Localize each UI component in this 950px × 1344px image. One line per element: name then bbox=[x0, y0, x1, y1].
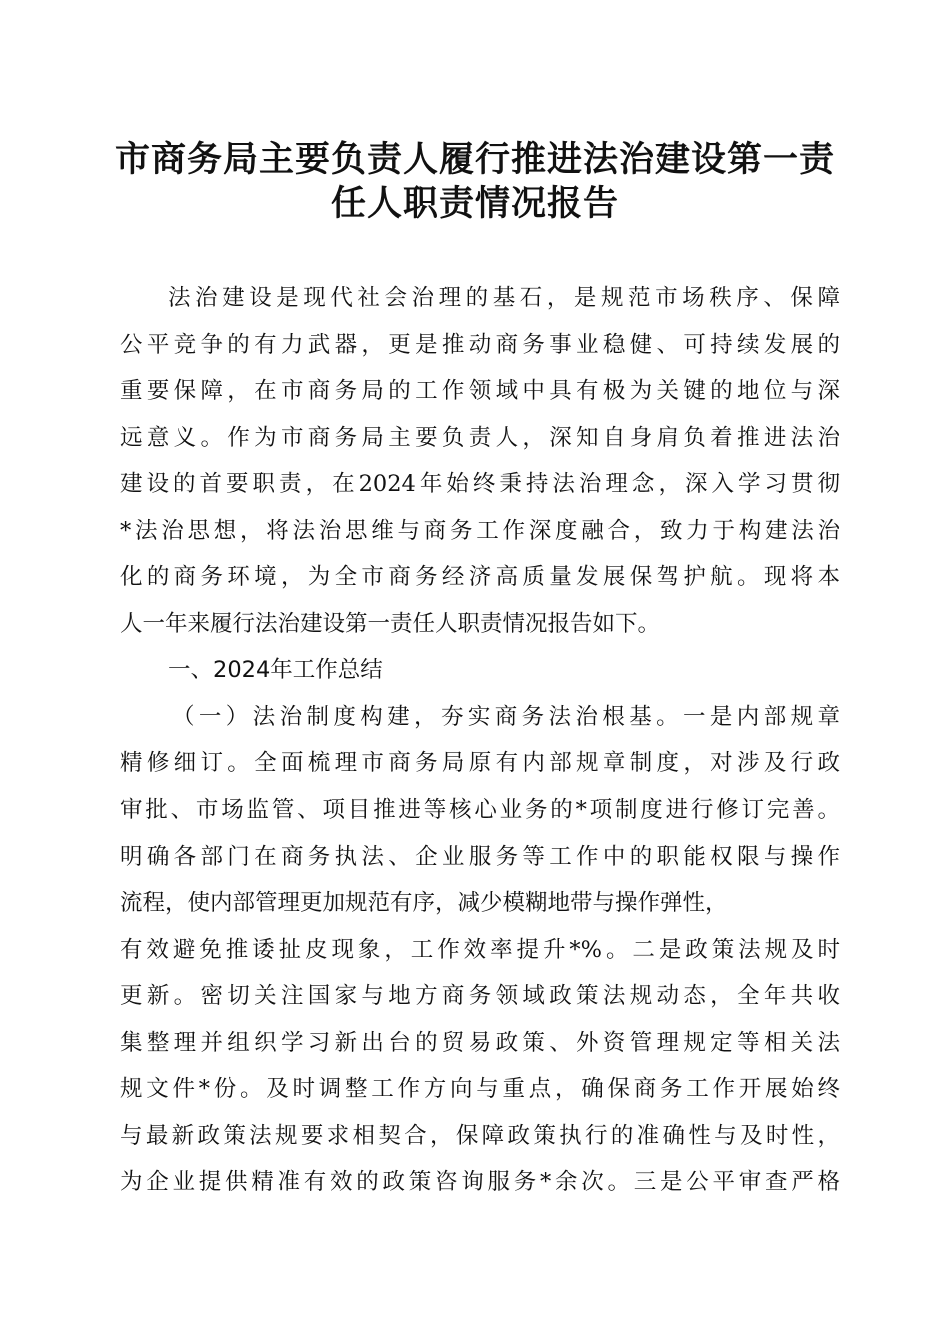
title-line: 市商务局主要负责人履行推进法治建设第一责 bbox=[114, 139, 835, 180]
text-line: 法治建设是现代社会治理的基石，是规范市场秩序、保障 bbox=[168, 285, 840, 311]
section-heading: 一、2024年工作总结 bbox=[168, 657, 383, 684]
text-line: 为企业提供精准有效的政策咨询服务*余次。三是公平审查严格 bbox=[120, 1169, 840, 1196]
text-line: 流程，使内部管理更加规范有序，减少模糊地带与操作弹性， bbox=[120, 890, 728, 917]
text-line: （一）法治制度构建，夯实商务法治根基。一是内部规章 bbox=[172, 703, 840, 730]
text-line: 有效避免推诿扯皮现象，工作效率提升*%。二是政策法规及时 bbox=[120, 936, 840, 963]
text-line: 精修细订。全面梳理市商务局原有内部规章制度，对涉及行政 bbox=[120, 750, 840, 777]
text-line: 与最新政策法规要求相契合，保障政策执行的准确性与及时性， bbox=[120, 1122, 840, 1149]
text-line: 规文件*份。及时调整工作方向与重点，确保商务工作开展始终 bbox=[120, 1076, 840, 1103]
text-line: 建设的首要职责，在2024年始终秉持法治理念，深入学习贯彻 bbox=[120, 471, 840, 498]
text-line: 人一年来履行法治建设第一责任人职责情况报告如下。 bbox=[120, 610, 661, 637]
text-line: 重要保障，在市商务局的工作领域中具有极为关键的地位与深 bbox=[120, 378, 840, 405]
text-line: 远意义。作为市商务局主要负责人，深知自身肩负着推进法治 bbox=[120, 424, 840, 451]
text-line: 明确各部门在商务执法、企业服务等工作中的职能权限与操作 bbox=[120, 843, 840, 870]
intro-paragraph bbox=[120, 278, 840, 644]
title-line: 任人职责情况报告 bbox=[330, 183, 619, 224]
text-line: 审批、市场监管、项目推进等核心业务的*项制度进行修订完善。 bbox=[120, 797, 840, 824]
text-line: 集整理并组织学习新出台的贸易政策、外资管理规定等相关法 bbox=[120, 1029, 840, 1056]
document-title bbox=[80, 138, 870, 226]
text-line: 更新。密切关注国家与地方商务领域政策法规动态，全年共收 bbox=[120, 983, 840, 1010]
text-line: 化的商务环境，为全市商务经济高质量发展保驾护航。现将本 bbox=[120, 564, 840, 591]
text-line: 公平竞争的有力武器，更是推动商务事业稳健、可持续发展的 bbox=[120, 331, 840, 358]
document-body bbox=[120, 278, 840, 1209]
section-paragraph bbox=[120, 697, 840, 1202]
text-line: *法治思想，将法治思维与商务工作深度融合，致力于构建法治 bbox=[120, 517, 840, 544]
